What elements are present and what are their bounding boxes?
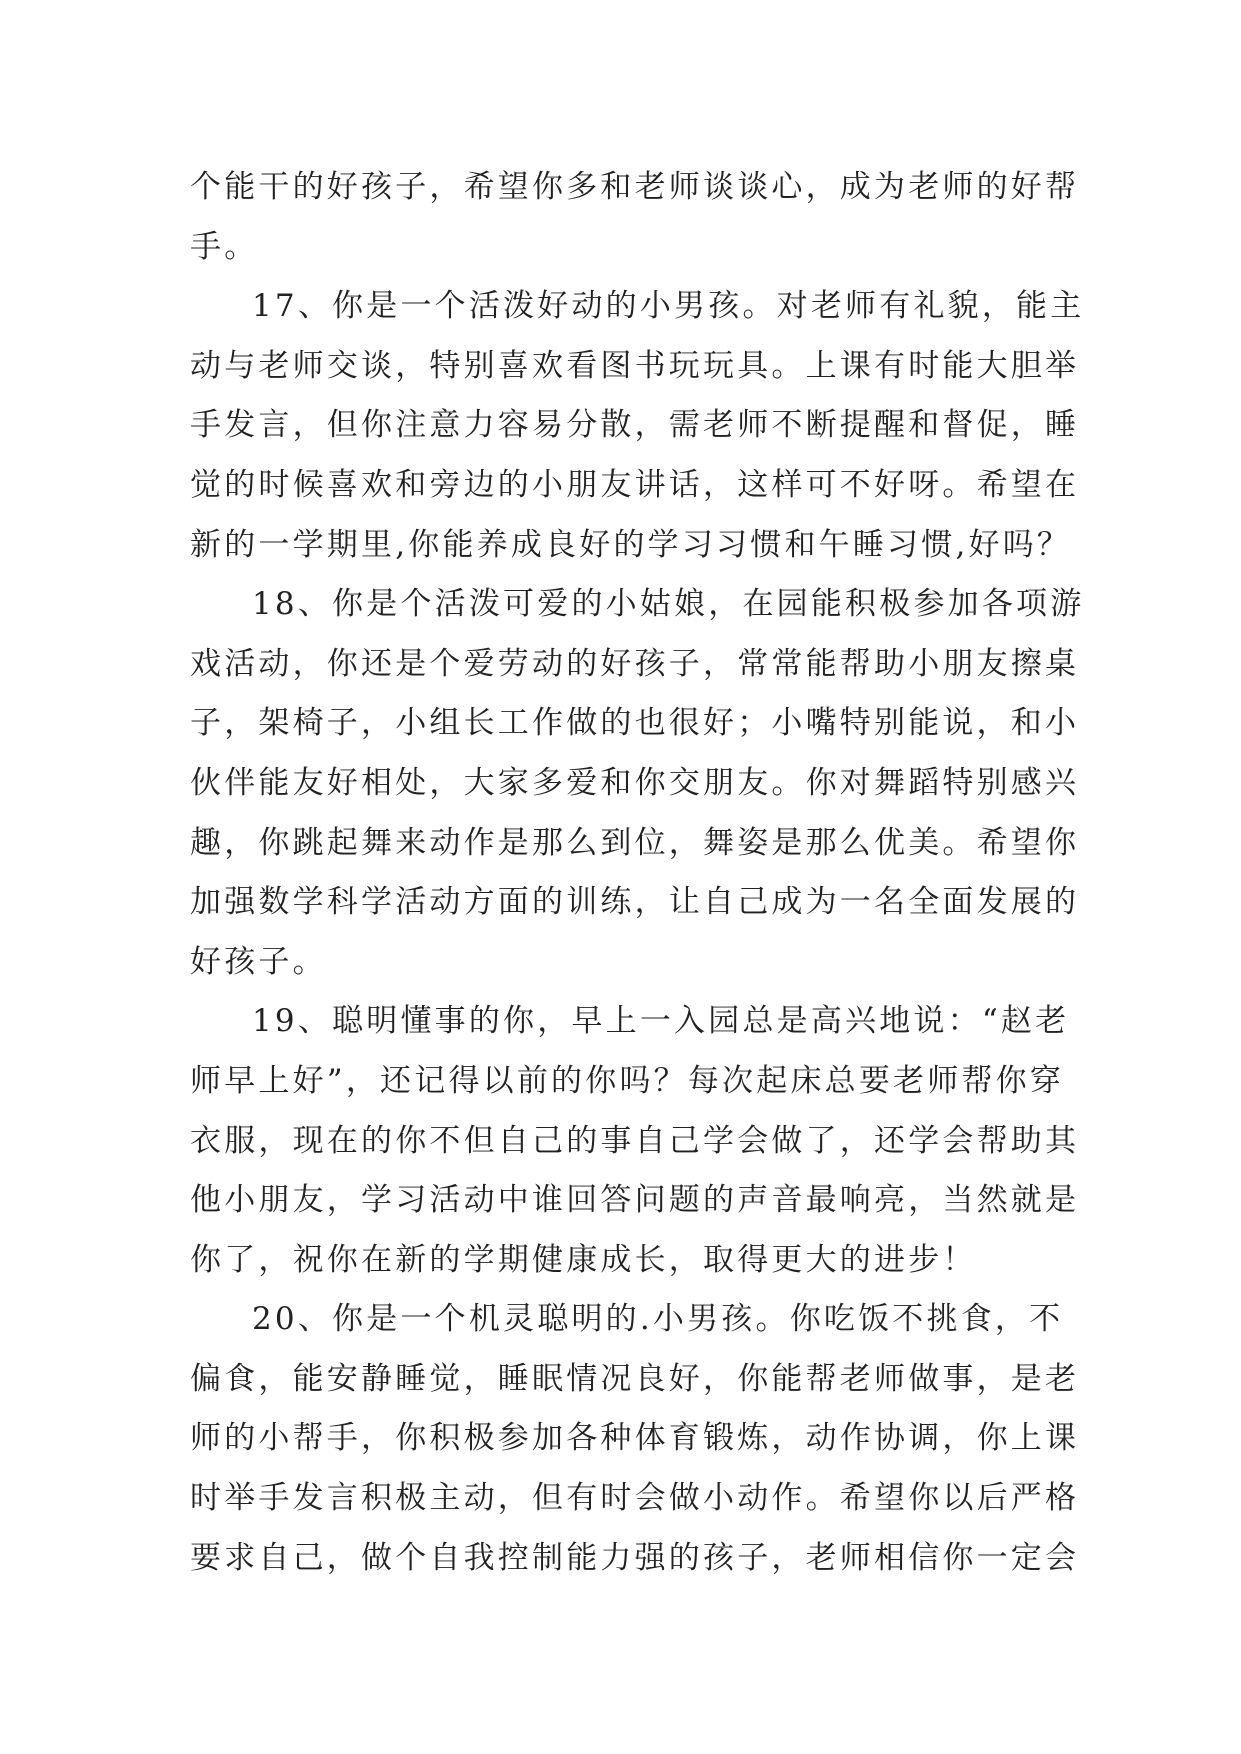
- text-line: 新的一学期里,你能养成良好的学习习惯和午睡习惯,好吗？: [190, 526, 1072, 563]
- text-line: 手。: [190, 228, 259, 265]
- text-line: 18、你是个活泼可爱的小姑娘，在园能积极参加各项游: [252, 586, 1085, 623]
- text-line: 戏活动，你还是个爱劳动的好孩子，常常能帮助小朋友擦桌: [190, 645, 1080, 682]
- text-line: 加强数学科学活动方面的训练，让自己成为一名全面发展的: [190, 884, 1080, 921]
- text-line: 师早上好”，还记得以前的你吗？每次起床总要老师帮你穿: [190, 1062, 1065, 1099]
- text-line: 要求自己，做个自我控制能力强的孩子，老师相信你一定会: [190, 1539, 1080, 1576]
- text-line: 时举手发言积极主动，但有时会做小动作。希望你以后严格: [190, 1480, 1080, 1517]
- text-line: 个能干的好孩子，希望你多和老师谈谈心，成为老师的好帮: [190, 169, 1080, 205]
- text-line: 手发言，但你注意力容易分散，需老师不断提醒和督促，睡: [190, 407, 1080, 444]
- text-line: 子，架椅子，小组长工作做的也很好；小嘴特别能说，和小: [190, 705, 1080, 742]
- text-line: 动与老师交谈，特别喜欢看图书玩玩具。上课有时能大胆举: [190, 347, 1080, 384]
- text-line: 衣服，现在的你不但自己的事自己学会做了，还学会帮助其: [190, 1122, 1080, 1159]
- text-line: 师的小帮手，你积极参加各种体育锻炼，动作协调，你上课: [190, 1420, 1080, 1457]
- text-line: 19、聪明懂事的你，早上一入园总是高兴地说：“赵老: [252, 1003, 1070, 1040]
- document-body: [190, 158, 1085, 1588]
- text-line: 你了，祝你在新的学期健康成长，取得更大的进步！: [190, 1241, 977, 1278]
- text-line: 好孩子。: [190, 943, 327, 980]
- text-line: 伙伴能友好相处，大家多爱和你交朋友。你对舞蹈特别感兴: [190, 764, 1080, 801]
- text-line: 他小朋友，学习活动中谁回答问题的声音最响亮，当然就是: [190, 1182, 1080, 1219]
- text-line: 觉的时候喜欢和旁边的小朋友讲话，这样可不好呀。希望在: [190, 466, 1080, 503]
- text-line: 偏食，能安静睡觉，睡眠情况良好，你能帮老师做事，是老: [190, 1360, 1080, 1397]
- text-line: 20、你是一个机灵聪明的.小男孩。你吃饭不挑食，不: [252, 1301, 1064, 1338]
- text-line: 17、你是一个活泼好动的小男孩。对老师有礼貌，能主: [252, 288, 1085, 325]
- text-line: 趣，你跳起舞来动作是那么到位，舞姿是那么优美。希望你: [190, 824, 1080, 861]
